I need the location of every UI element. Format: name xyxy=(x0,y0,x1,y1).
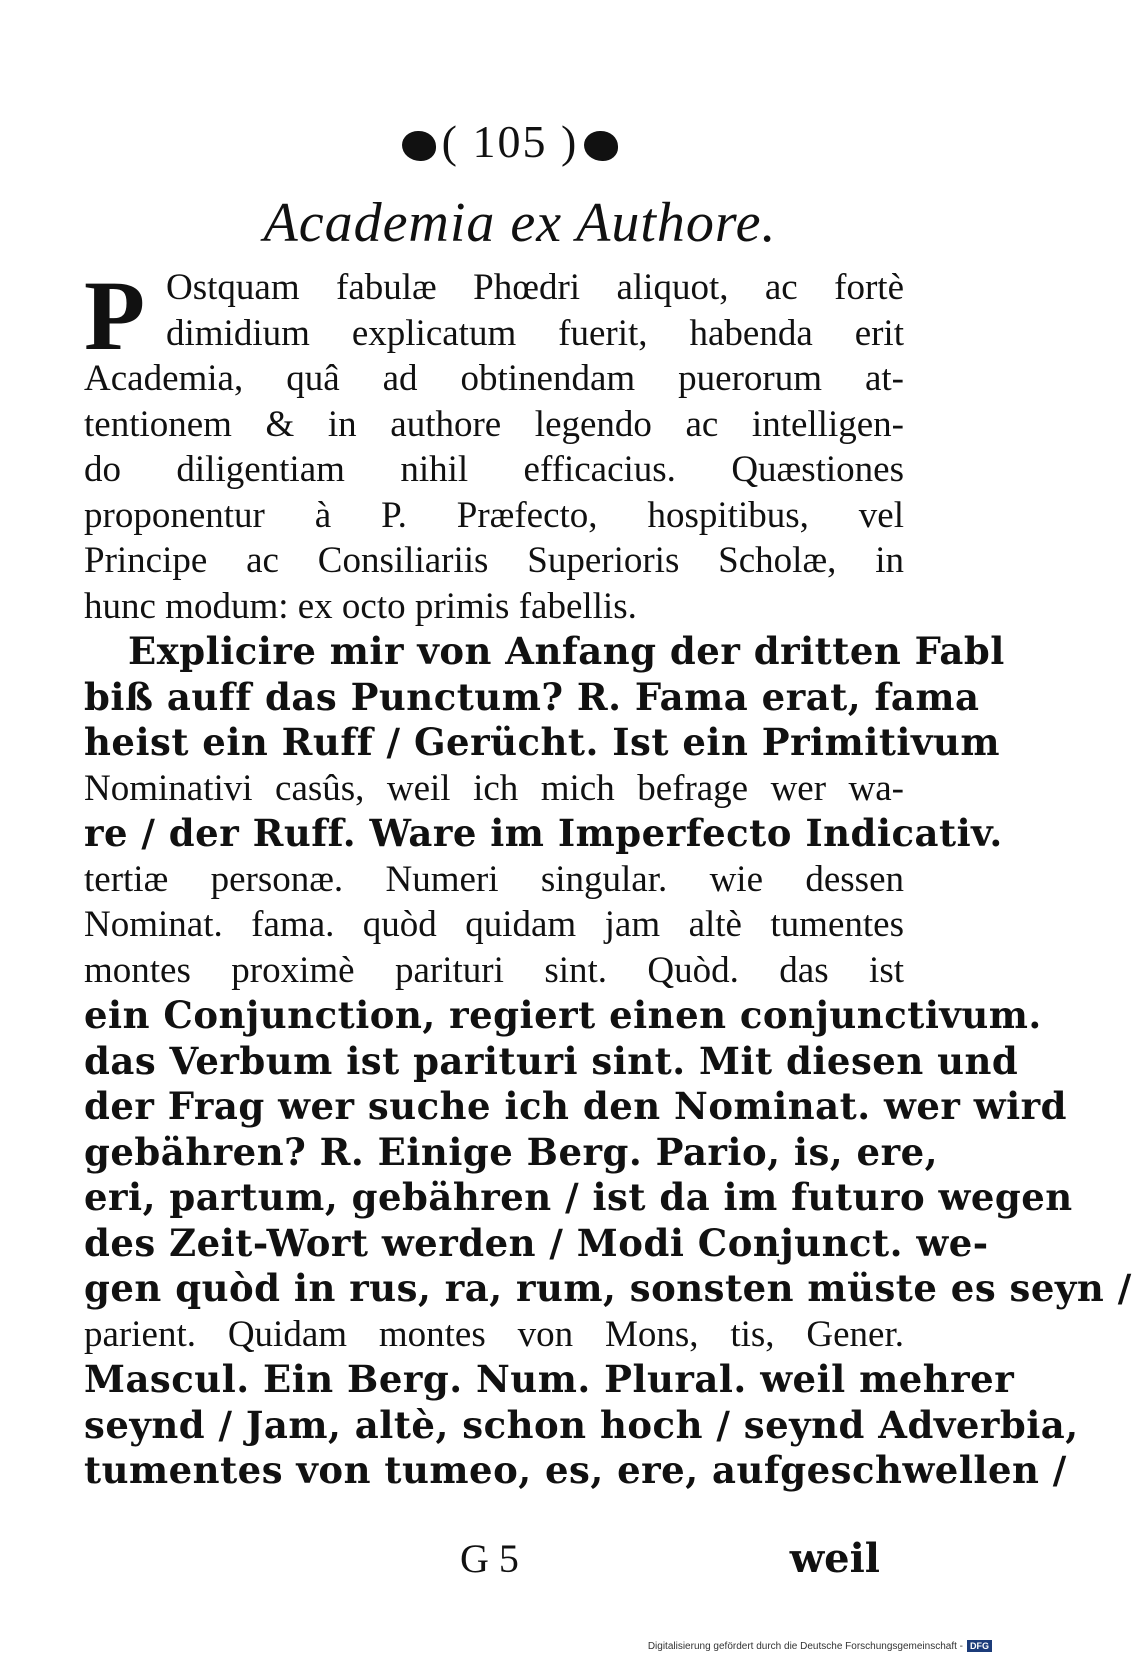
text-line: eri, partum, gebähren / ist da im futuro wegen xyxy=(84,1175,1073,1219)
text-line: Explicire mir von Anfang der dritten Fabl xyxy=(128,629,1005,673)
text-line: tentionem & in authore legendo ac intelligen- xyxy=(84,403,904,445)
dfg-logo: DFG xyxy=(967,1640,992,1652)
right-ornament-icon xyxy=(584,131,618,161)
text-line: ein Conjunction, regiert einen conjunctivum. xyxy=(84,993,1042,1037)
text-line: Nominativi casûs, weil ich mich befrage wer wa- xyxy=(84,767,904,809)
text-line: das Verbum ist parituri sint. Mit diesen und xyxy=(84,1038,1019,1083)
text-line: gebähren? R. Einige Berg. Pario, is, ere, xyxy=(84,1129,939,1174)
page-footer xyxy=(0,1532,880,1586)
signature-mark: G 5 xyxy=(460,1536,519,1581)
text-line: montes proximè parituri sint. Quòd. das ist xyxy=(84,949,904,991)
text-line: Nominat. fama. quòd quidam jam altè tumentes xyxy=(84,904,904,945)
text-line: do diligentiam nihil efficacius. Quæstiones xyxy=(84,449,904,490)
drop-capital: P xyxy=(84,260,146,371)
text-line: Principe ac Consiliariis Superioris Scholæ, in xyxy=(84,540,904,581)
digitization-credit xyxy=(648,1640,992,1652)
text-line: des Zeit-Wort werden / Modi Conjunct. we- xyxy=(84,1220,989,1265)
text-line: Academia, quâ ad obtinendam puerorum at- xyxy=(84,358,904,399)
text-line: gen quòd in rus, ra, rum, sonsten müste es seyn / xyxy=(84,1266,1132,1310)
catchword: weil xyxy=(789,1535,880,1582)
page-number-header xyxy=(360,112,660,172)
text-line: tertiæ personæ. Numeri singular. wie dessen xyxy=(84,858,904,900)
text-line: Mascul. Ein Berg. Num. Plural. weil mehrer xyxy=(84,1357,1015,1401)
text-line: biß auff das Punctum? R. Fama erat, fama xyxy=(84,674,980,719)
text-line: dimidium explicatum fuerit, habenda erit xyxy=(166,312,904,354)
text-line: seynd / Jam, altè, schon hoch / seynd Adverbia, xyxy=(84,1402,1079,1447)
text-line: proponentur à P. Præfecto, hospitibus, vel xyxy=(84,494,904,536)
text-line: heist ein Ruff / Gerücht. Ist ein Primitivum xyxy=(84,720,1001,764)
page-number: ( 105 ) xyxy=(441,116,579,167)
text-line: Ostquam fabulæ Phœdri aliquot, ac fortè xyxy=(166,267,904,308)
credit-text: Digitalisierung gefördert durch die Deutsche Forschungsgemeinschaft - xyxy=(647,1640,963,1652)
body-text xyxy=(84,260,1132,1494)
section-title: Academia ex Authore. xyxy=(263,192,777,254)
text-line: der Frag wer suche ich den Nominat. wer wird xyxy=(84,1084,1068,1128)
text-line: hunc modum: ex octo primis fabellis. xyxy=(84,585,637,627)
text-line: parient. Quidam montes von Mons, tis, Gener. xyxy=(84,1313,904,1355)
text-line: tumentes von tumeo, es, ere, aufgeschwellen / xyxy=(84,1448,1067,1492)
text-line: re / der Ruff. Ware im Imperfecto Indicativ. xyxy=(84,811,1003,855)
left-ornament-icon xyxy=(402,131,436,161)
